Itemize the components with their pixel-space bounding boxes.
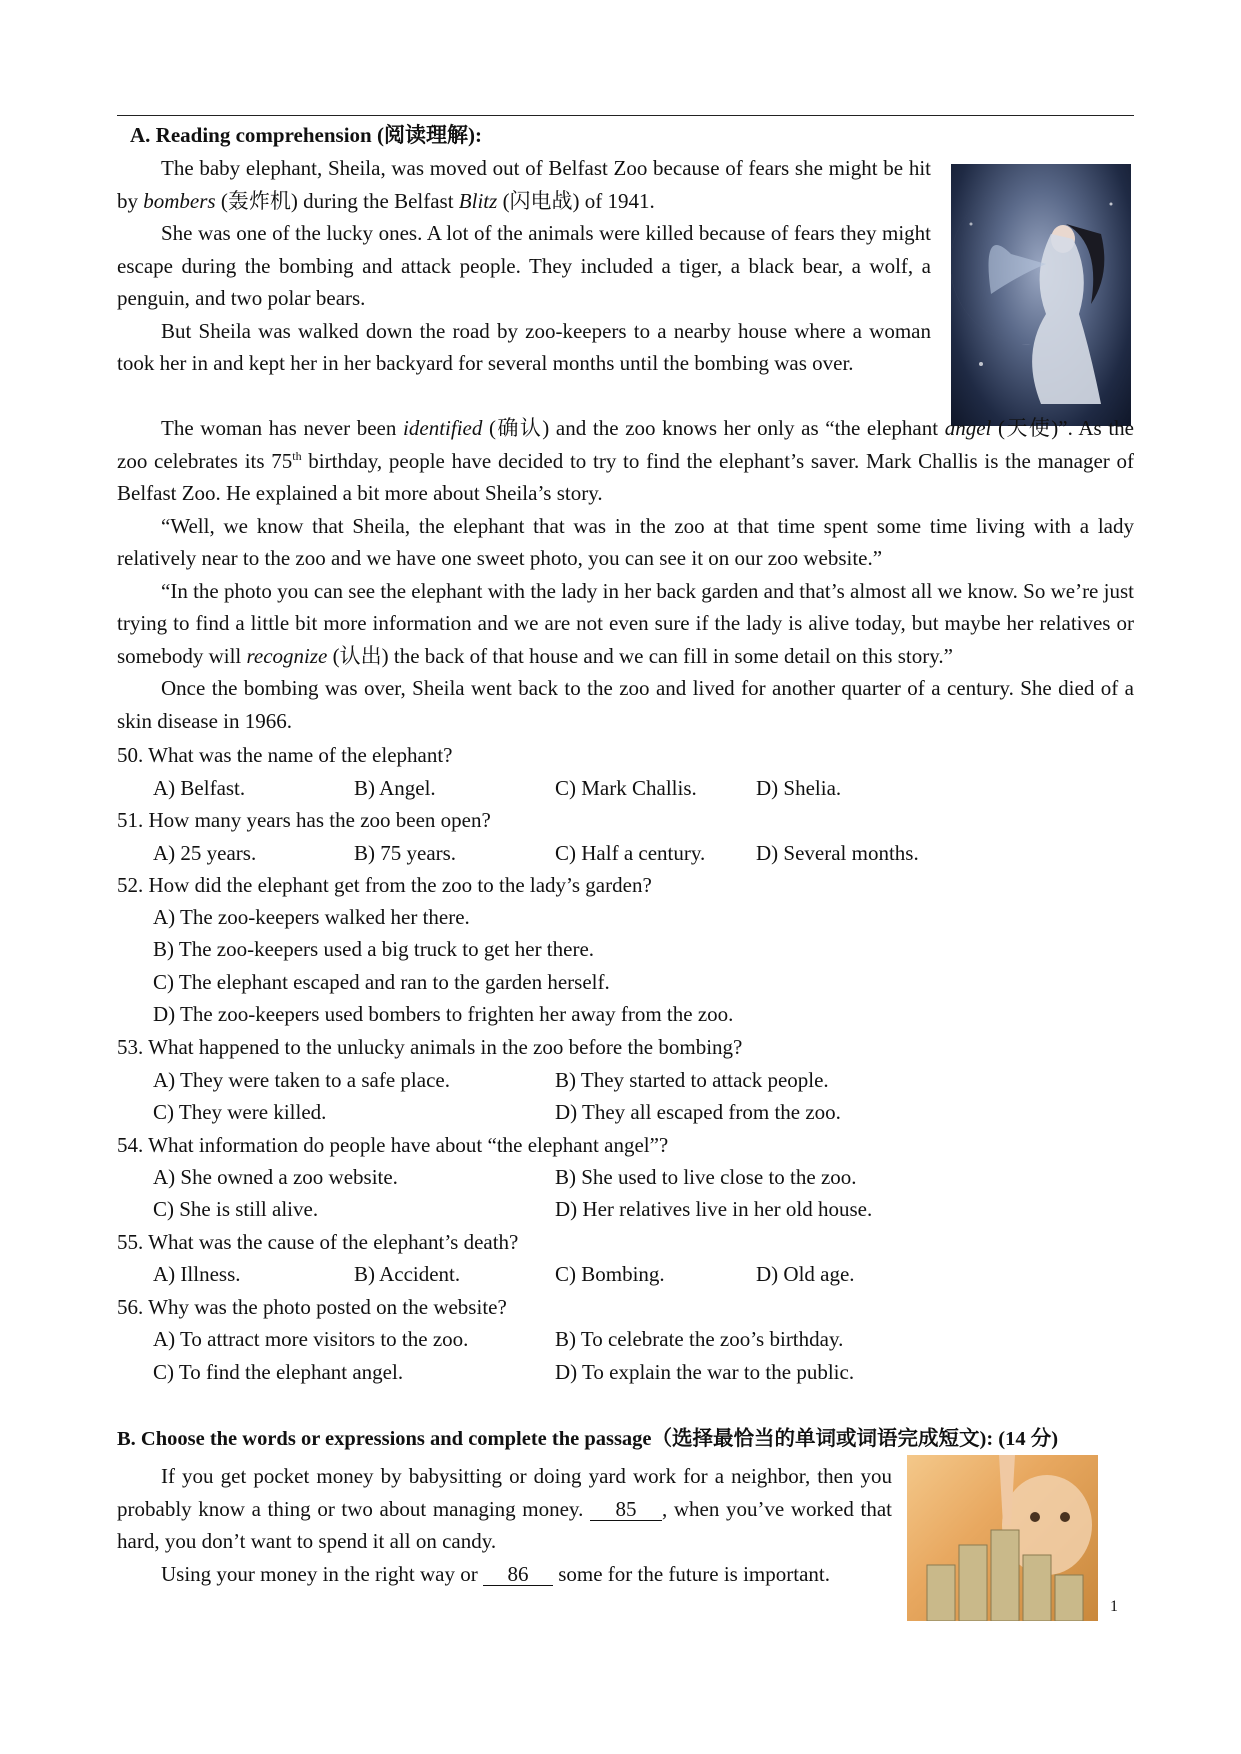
- section-b-heading: B. Choose the words or expressions and complete the passage（选择最恰当的单词或词语完成短文): (14 分): [117, 1428, 1059, 1450]
- passage-a-paragraph-5: “Well, we know that Sheila, the elephant that was in the zoo at that time spent some time living with a lady relatively near to the zoo and we have one sweet photo, you can see it on our zoo website.”: [117, 513, 1134, 570]
- passage-a-paragraph-1: The baby elephant, Sheila, was moved out of Belfast Zoo because of fears she might be hit by bombers (轰炸机) during the Belfast Blitz (闪电战) of 1941.: [117, 156, 931, 213]
- question-52: 52. How did the elephant get from the zoo to the lady’s garden?: [117, 873, 652, 897]
- q54-option-b[interactable]: B) She used to live close to the zoo.: [555, 1165, 857, 1189]
- passage-a-paragraph-2: She was one of the lucky ones. A lot of the animals were killed because of fears they might escape during the bombing and attack people. They included a tiger, a black bear, a wolf, a penguin, and two polar bears.: [117, 221, 931, 310]
- passage-b-paragraph-1: If you get pocket money by babysitting or doing yard work for a neighbor, then you probably know a thing or two about managing money. 85 , when you’ve worked that hard, you don’t want to spend it all on candy.: [117, 1464, 892, 1553]
- passage-b-paragraph-2: Using your money in the right way or 86 some for the future is important.: [161, 1561, 830, 1586]
- q56-option-a[interactable]: A) To attract more visitors to the zoo.: [153, 1327, 469, 1351]
- header-rule: [117, 115, 1134, 116]
- passage-a: [117, 152, 931, 380]
- passage-a-paragraph-3: But Sheila was walked down the road by zoo-keepers to a nearby house where a woman took her in and kept her in her backyard for several months until the bombing was over.: [117, 318, 931, 375]
- question-54: 54. What information do people have about “the elephant angel”?: [117, 1133, 669, 1157]
- q56-option-d[interactable]: D) To explain the war to the public.: [555, 1360, 855, 1384]
- q52-option-d[interactable]: D) The zoo-keepers used bombers to frighten her away from the zoo.: [153, 1002, 734, 1026]
- q54-option-a[interactable]: A) She owned a zoo website.: [153, 1165, 398, 1189]
- q52-option-b[interactable]: B) The zoo-keepers used a big truck to get her there.: [153, 937, 595, 961]
- q55-option-b[interactable]: B) Accident.: [354, 1262, 461, 1286]
- question-51: 51. How many years has the zoo been open?: [117, 808, 491, 832]
- q55-option-c[interactable]: C) Bombing.: [555, 1262, 665, 1286]
- passage-a-paragraph-4: The woman has never been identified (确认) and the zoo knows her only as “the elephant angel (天使)”. As the zoo celebrates its 75th birthday, people have decided to try to find the elephant’s saver. Mark Challis is the manager of Belfast Zoo. He explained a bit more about Sheila’s story.: [117, 416, 1134, 505]
- q54-option-c[interactable]: C) She is still alive.: [153, 1197, 319, 1221]
- q53-option-a[interactable]: A) They were taken to a safe place.: [153, 1068, 450, 1092]
- q56-option-c[interactable]: C) To find the elephant angel.: [153, 1360, 404, 1384]
- question-56: 56. Why was the photo posted on the website?: [117, 1295, 507, 1319]
- passage-b: [117, 1460, 892, 1590]
- q52-option-c[interactable]: C) The elephant escaped and ran to the garden herself.: [153, 970, 610, 994]
- q50-option-b[interactable]: B) Angel.: [354, 776, 436, 800]
- blank-85[interactable]: 85: [590, 1498, 662, 1521]
- page-number: 1: [1110, 1598, 1118, 1615]
- q51-option-c[interactable]: C) Half a century.: [555, 841, 706, 865]
- q55-option-d[interactable]: D) Old age.: [756, 1262, 855, 1286]
- q50-option-c[interactable]: C) Mark Challis.: [555, 776, 697, 800]
- q53-option-c[interactable]: C) They were killed.: [153, 1100, 327, 1124]
- q51-option-a[interactable]: A) 25 years.: [153, 841, 257, 865]
- q51-option-d[interactable]: D) Several months.: [756, 841, 919, 865]
- question-53: 53. What happened to the unlucky animals in the zoo before the bombing?: [117, 1035, 743, 1059]
- q53-option-d[interactable]: D) They all escaped from the zoo.: [555, 1100, 841, 1124]
- q56-option-b[interactable]: B) To celebrate the zoo’s birthday.: [555, 1327, 844, 1351]
- section-a-heading: A. Reading comprehension (阅读理解):: [130, 123, 482, 147]
- q55-option-a[interactable]: A) Illness.: [153, 1262, 241, 1286]
- passage-a-continued: [117, 412, 1134, 737]
- passage-a-paragraph-6: “In the photo you can see the elephant with the lady in her back garden and that’s almost all we know. So we’re just trying to find a little bit more information and we are not even sure if the lady is alive today, but maybe her relatives or somebody will recognize (认出) the back of that house and we can fill in some detail on this story.”: [117, 578, 1134, 668]
- passage-a-paragraph-7: Once the bombing was over, Sheila went back to the zoo and lived for another quarter of a century. She died of a skin disease in 1966.: [117, 676, 1134, 733]
- q51-option-b[interactable]: B) 75 years.: [354, 841, 457, 865]
- q53-option-b[interactable]: B) They started to attack people.: [555, 1068, 829, 1092]
- question-50: 50. What was the name of the elephant?: [117, 743, 453, 767]
- q54-option-d[interactable]: D) Her relatives live in her old house.: [555, 1197, 873, 1221]
- question-55: 55. What was the cause of the elephant’s death?: [117, 1230, 519, 1254]
- q50-option-d[interactable]: D) Shelia.: [756, 776, 842, 800]
- q50-option-a[interactable]: A) Belfast.: [153, 776, 246, 800]
- coins-stack-photo: [907, 1455, 1098, 1621]
- fairy-moon-illustration: [951, 164, 1131, 426]
- blank-86[interactable]: 86: [483, 1563, 553, 1586]
- q52-option-a[interactable]: A) The zoo-keepers walked her there.: [153, 905, 470, 929]
